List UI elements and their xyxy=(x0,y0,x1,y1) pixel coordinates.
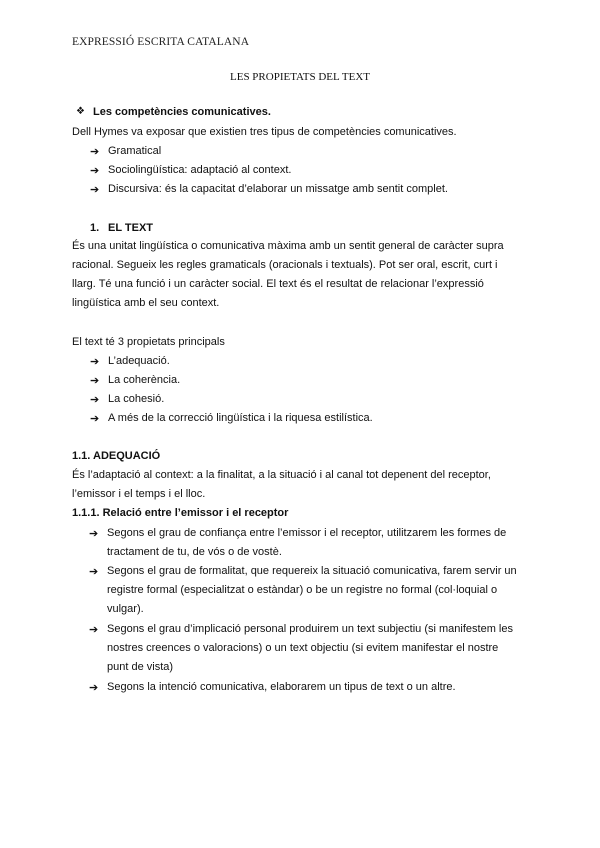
list-item-line: Segons el grau de formalitat, que requereix la situació comunicativa, farem servir un xyxy=(107,565,517,577)
arrow-icon: ➔ xyxy=(90,375,100,387)
list-item: Gramatical xyxy=(108,145,162,157)
paragraph-line: l’emissor i el temps i el lloc. xyxy=(72,488,206,500)
subsubsection-heading: 1.1.1. Relació entre l’emissor i el receptor xyxy=(72,507,289,519)
diamond-bullet-icon: ❖ xyxy=(76,106,85,117)
list-item-line: tractament de tu, de vós o de vostè. xyxy=(107,546,282,558)
arrow-icon: ➔ xyxy=(90,356,100,368)
arrow-icon: ➔ xyxy=(90,394,100,406)
list-item-line: Segons la intenció comunicativa, elaborarem un tipus de text o un altre. xyxy=(107,681,456,693)
arrow-icon: ➔ xyxy=(89,682,99,694)
paragraph-line: És l’adaptació al context: a la finalitat, a la situació i al canal tot depenent del receptor, xyxy=(72,469,491,481)
section-number: 1. xyxy=(90,222,100,234)
page-title: LES PROPIETATS DEL TEXT xyxy=(230,71,370,83)
subsection-heading: 1.1. ADEQUACIÓ xyxy=(72,450,161,462)
competencies-intro: Dell Hymes va exposar que existien tres tipus de competències comunicatives. xyxy=(72,126,457,138)
paragraph-line: llarg. Té una funció i un caràcter social. El text és el resultat de relacionar l’expressió xyxy=(72,278,484,290)
list-item: La coherència. xyxy=(108,374,181,386)
list-item-line: nostres creences o valoracions) o un text objectiu (si evitem manifestar el nostre xyxy=(107,642,499,654)
paragraph-line: És una unitat lingüística o comunicativa màxima amb un sentit general de caràcter supra xyxy=(72,240,504,252)
list-item: Sociolingüística: adaptació al context. xyxy=(108,164,292,176)
props-intro: El text té 3 propietats principals xyxy=(72,336,225,348)
arrow-icon: ➔ xyxy=(90,413,100,425)
list-item: La cohesió. xyxy=(108,393,165,405)
list-item: A més de la correcció lingüística i la riquesa estilística. xyxy=(108,412,373,424)
arrow-icon: ➔ xyxy=(89,624,99,636)
arrow-icon: ➔ xyxy=(90,165,100,177)
competencies-heading: Les competències comunicatives. xyxy=(93,106,271,118)
list-item-line: Segons el grau de confiança entre l’emissor i el receptor, utilitzarem les formes de xyxy=(107,527,507,539)
list-item: Discursiva: és la capacitat d’elaborar un missatge amb sentit complet. xyxy=(108,183,448,195)
paragraph-line: racional. Segueix les regles gramaticals (oracionals i textuals). Pot ser oral, escrit, curt i xyxy=(72,259,498,271)
arrow-icon: ➔ xyxy=(90,146,100,158)
arrow-icon: ➔ xyxy=(89,566,99,578)
list-item: L’adequació. xyxy=(108,355,170,367)
list-item-line: Segons el grau d’implicació personal produirem un text subjectiu (si manifestem les xyxy=(107,623,513,635)
paragraph-line: lingüística amb el seu context. xyxy=(72,297,220,309)
list-item-line: punt de vista) xyxy=(107,661,174,673)
arrow-icon: ➔ xyxy=(90,184,100,196)
list-item-line: vulgar). xyxy=(107,603,144,615)
arrow-icon: ➔ xyxy=(89,528,99,540)
page-header: EXPRESSIÓ ESCRITA CATALANA xyxy=(72,36,250,48)
list-item-line: registre formal (especialitzat o estàndar) o be un registre no formal (col·loquial o xyxy=(107,584,498,596)
section-heading: EL TEXT xyxy=(108,222,154,234)
